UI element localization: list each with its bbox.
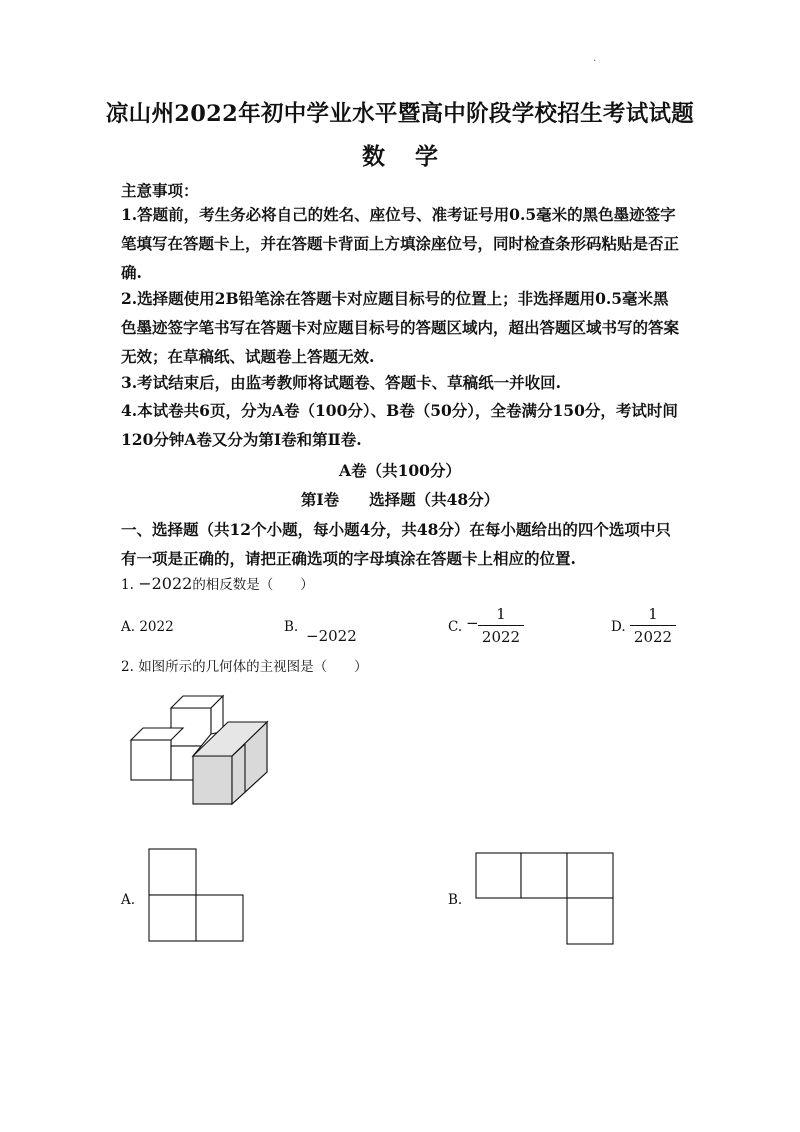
corner-mark: · xyxy=(593,56,597,67)
question-1-expr: −2022 xyxy=(138,574,193,593)
notice-item-4: 4.本试卷共6页，分为A卷（100分）、B卷（50分），全卷满分150分，考试时间120分钟A卷又分为第Ⅰ卷和第Ⅱ卷. xyxy=(121,401,678,449)
question-1-number: 1. xyxy=(121,577,134,593)
part-1-title xyxy=(0,488,800,510)
option-1c-label[interactable]: C. xyxy=(448,619,463,635)
option-2a-label[interactable]: A. xyxy=(121,892,136,908)
option-1d-label[interactable]: D. xyxy=(611,619,626,635)
notice-item-1: 1.答题前，考生务必将自己的姓名、座位号、准考证号用0.5毫米的黑色墨迹签字笔填写在答题卡上，并在答题卡背面上方填涂座位号，同时检查条形码粘贴是否正确. xyxy=(121,205,680,282)
part-1-desc: 选择题（共48分） xyxy=(369,490,500,509)
option-1d-denominator: 2022 xyxy=(633,628,673,646)
subject-char-2: 学 xyxy=(415,143,438,170)
cube-left-front xyxy=(131,740,171,780)
option-2b-label[interactable]: B. xyxy=(448,892,463,908)
question-1-stem: 的相反数是（ ） xyxy=(192,577,314,593)
option-1b-label[interactable]: B. xyxy=(284,619,299,635)
part-1-name: 第Ⅰ卷 xyxy=(300,490,340,509)
subject-char-1: 数 xyxy=(362,143,385,170)
notice-item-3: 3.考试结束后，由监考教师将试题卷、答题卡、草稿纸一并收回. xyxy=(121,373,562,392)
option-1c-denominator: 2022 xyxy=(481,628,521,646)
option-1c-fraction xyxy=(478,604,524,647)
section-a-title: A卷（共100分） xyxy=(339,461,461,480)
option-1c-sign: − xyxy=(466,614,479,632)
view-square xyxy=(567,853,613,898)
option-1d-numerator: 1 xyxy=(648,605,658,623)
view-square xyxy=(196,895,243,941)
view-square xyxy=(521,853,567,898)
view-square xyxy=(149,895,196,941)
notice-heading: 主意事项： xyxy=(121,181,199,200)
fraction-bar xyxy=(478,625,524,626)
exam-title: 凉山州2022年初中学业水平暨高中阶段学校招生考试试题 xyxy=(105,101,695,127)
subject-title xyxy=(0,138,800,171)
option-2b-figure xyxy=(475,852,615,946)
option-1a[interactable] xyxy=(121,619,174,635)
option-1a-label: A. xyxy=(121,619,136,635)
question-2-number: 2. xyxy=(121,659,134,675)
option-1c-numerator: 1 xyxy=(496,605,506,623)
question-2-stem: 如图所示的几何体的主视图是（ ） xyxy=(138,659,368,675)
question-1 xyxy=(121,574,314,595)
option-2a-figure xyxy=(148,848,246,943)
option-1b-value: −2022 xyxy=(306,627,357,645)
cube-top-front xyxy=(171,708,211,746)
solid-figure xyxy=(125,690,275,810)
section-intro: 一、选择题（共12个小题，每小题4分，共48分）在每小题给出的四个选项中只有一项是正确的，请把正确选项的字母填涂在答题卡上相应的位置. xyxy=(121,520,671,568)
notice-item-2: 2.选择题使用2B铅笔涂在答题卡对应题目标号的位置上；非选择题用0.5毫米黑色墨迹签字笔书写在答题卡对应题目标号的答题区域内，超出答题区域书写的答案无效；在草稿纸、试题卷上答题无效. xyxy=(121,289,680,366)
view-square xyxy=(567,898,613,944)
fraction-bar xyxy=(630,625,676,626)
question-2 xyxy=(121,657,368,677)
view-square xyxy=(476,853,521,898)
cube-right-front xyxy=(193,756,232,804)
view-square xyxy=(149,849,196,895)
option-1d-fraction xyxy=(630,604,676,647)
option-1a-value: 2022 xyxy=(139,619,174,635)
